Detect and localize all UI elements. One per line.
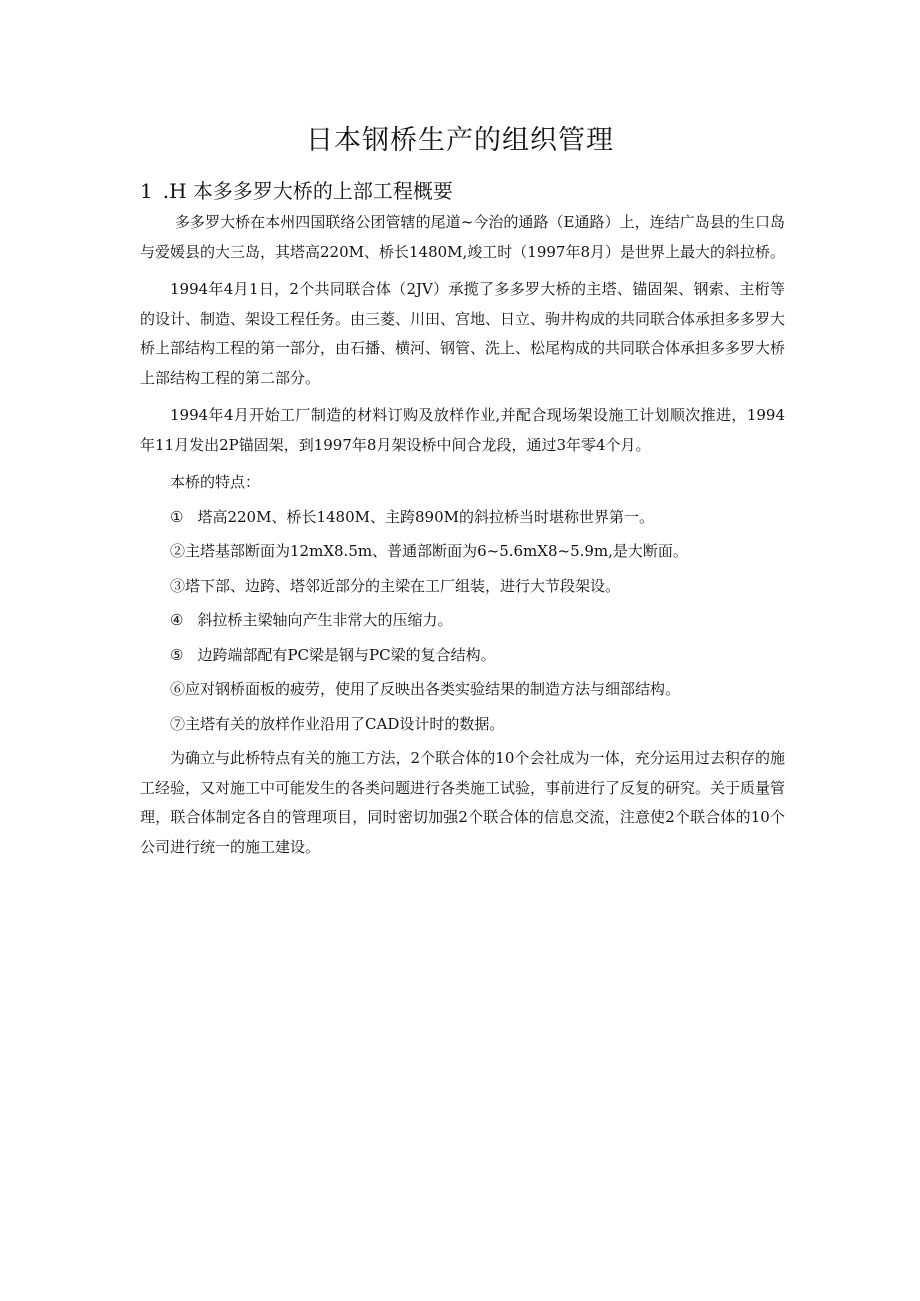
feature-marker: ③ — [170, 576, 186, 595]
paragraph-schedule: 1994年4月开始工厂制造的材料订购及放样作业,并配合现场架设施工计划顺次推进，1994年11月发出2P锚固架，到1997年8月架设桥中间合龙段，通过3年零4个月。 — [140, 406, 785, 454]
feature-item-4 — [140, 606, 785, 636]
section-heading-text: .H 本多多罗大桥的上部工程概要 — [162, 179, 453, 203]
paragraph-closing: 为确立与此桥特点有关的施工方法，2个联合体的10个会社成为一体，充分运用过去积存的施工经验，又对施工中可能发生的各类问题进行各类施工试验，事前进行了反复的研究。关于质量管理，联合体制定各自的管理项目，同时密切加强2个联合体的信息交流，注意使2个联合体的10个公司进行统一的施工建设。 — [140, 749, 786, 856]
feature-item-2 — [140, 537, 785, 567]
feature-item-3 — [140, 572, 785, 602]
paragraph-contract: 1994年4月1日，2个共同联合体（2JV）承揽了多多罗大桥的主塔、锚固架、钢索、主桁等的设计、制造、架设工程任务。由三菱、川田、宫地、日立、驹井构成的共同联合体承担多多罗大桥上部结构工程的第一部分，由石播、横河、钢管、洗上、松尾构成的共同联合体承担多多罗大桥上部结构工程的第二部分。 — [140, 280, 786, 387]
paragraph-overview: 多多罗大桥在本州四国联络公团管辖的尾道~今治的通路（E通路）上，连结广岛县的生口岛与爱媛县的大三岛，其塔高220M、桥长1480M,竣工时（1997年8月）是世界上最大的斜拉桥。 — [140, 213, 786, 261]
feature-marker: ⑥ — [170, 680, 186, 698]
paragraph-features-intro: 本桥的特点： — [170, 473, 261, 491]
feature-marker: ④ — [170, 611, 184, 629]
feature-item-7 — [140, 710, 785, 740]
document-title: 日本钢桥生产的组织管理 — [306, 125, 614, 156]
feature-text: 主塔基部断面为12mX8.5m、普通部断面为6~5.6mX8~5.9m,是大断面。 — [185, 542, 688, 560]
feature-item-6 — [140, 675, 785, 705]
feature-item-1 — [140, 503, 785, 533]
feature-text: 塔高220M、桥长1480M、主跨890M的斜拉桥当时堪称世界第一。 — [197, 507, 654, 526]
feature-marker: ① — [170, 507, 184, 526]
feature-item-5 — [140, 641, 785, 671]
section-heading — [140, 175, 453, 204]
feature-marker: ⑦ — [170, 714, 186, 733]
feature-text: 塔下部、边跨、塔邻近部分的主梁在工厂组装，进行大节段架设。 — [185, 576, 621, 595]
feature-text: 斜拉桥主梁轴向产生非常大的压缩力。 — [197, 611, 453, 629]
feature-marker: ② — [170, 542, 186, 560]
feature-text: 边跨端部配有PC梁是钢与PC梁的复合结构。 — [197, 645, 496, 664]
section-number: 1 — [140, 179, 153, 203]
feature-text: 应对钢桥面板的疲劳，使用了反映出各类实验结果的制造方法与细部结构。 — [185, 680, 681, 698]
feature-text: 主塔有关的放样作业沿用了CAD设计时的数据。 — [185, 714, 505, 733]
document-body — [140, 208, 785, 870]
feature-marker: ⑤ — [170, 645, 184, 664]
